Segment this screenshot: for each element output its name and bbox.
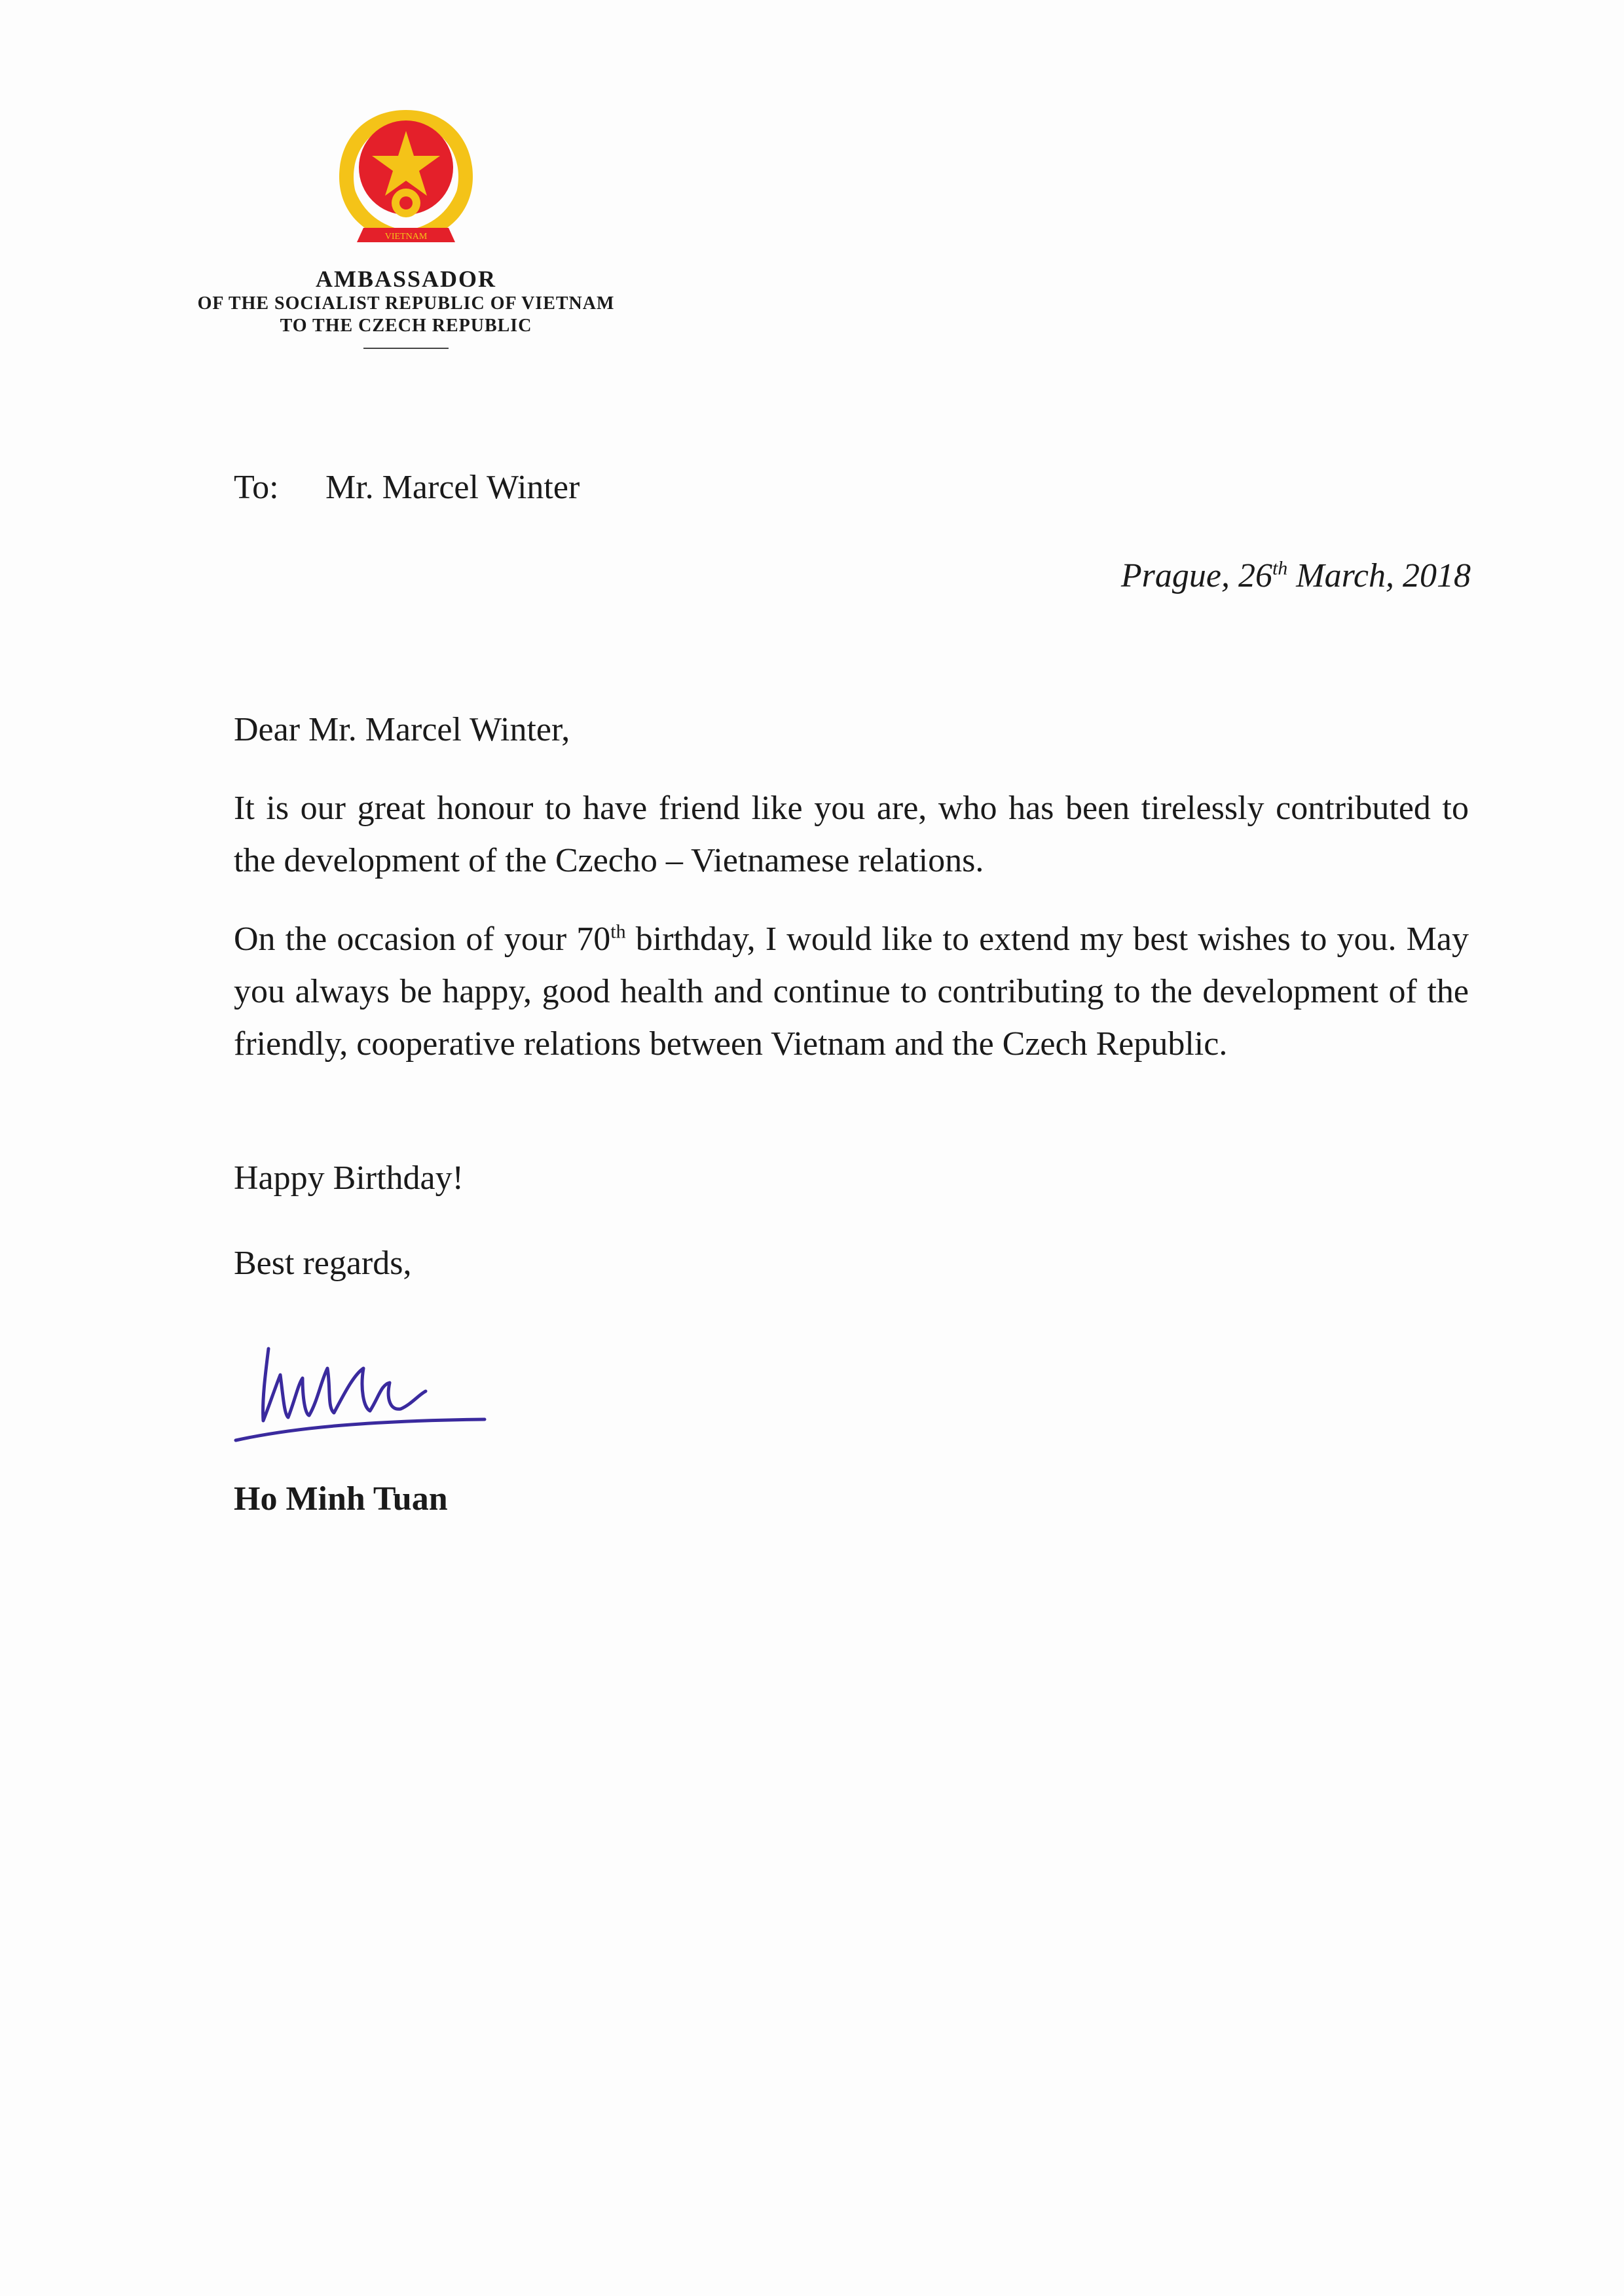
closing-wish: Happy Birthday! xyxy=(234,1159,464,1197)
recipient-name: Mr. Marcel Winter xyxy=(325,469,580,506)
date-ordinal: th xyxy=(1272,557,1288,579)
letter-date xyxy=(1121,550,1471,602)
recipient-label: To: xyxy=(234,469,279,506)
body-paragraph-2 xyxy=(234,913,1469,1070)
paragraph-2-ordinal: th xyxy=(610,920,626,943)
salutation: Dear Mr. Marcel Winter, xyxy=(234,711,570,748)
letterhead xyxy=(144,265,668,349)
letterhead-divider xyxy=(363,348,449,349)
letterhead-line-3: TO THE CZECH REPUBLIC xyxy=(280,316,532,336)
national-emblem-icon xyxy=(327,105,485,262)
closing-regards: Best regards, xyxy=(234,1245,412,1282)
recipient-line xyxy=(234,462,580,514)
emblem-ribbon-text: VIETNAM xyxy=(384,232,428,242)
signer-name: Ho Minh Tuan xyxy=(234,1480,448,1518)
paragraph-2-start: On the occasion of your 70 xyxy=(234,920,611,958)
letterhead-title: AMBASSADOR xyxy=(315,266,497,292)
body-paragraph-1: It is our great honour to have friend like you are, who has been tirelessly contributed to the development of the Czecho – Vietnamese relations. xyxy=(234,790,1469,879)
paragraph-2-rest: birthday, I would like to extend my best wishes to you. May you always be happy, good health and continue to contributing to the development of the friendly, cooperative relations between Vietnam and the Czech Republic. xyxy=(234,920,1469,1063)
handwritten-signature xyxy=(229,1329,491,1453)
letterhead-line-2: OF THE SOCIALIST REPUBLIC OF VIETNAM xyxy=(197,293,615,314)
date-prefix: Prague, 26 xyxy=(1120,557,1272,594)
date-suffix: March, 2018 xyxy=(1287,557,1471,594)
